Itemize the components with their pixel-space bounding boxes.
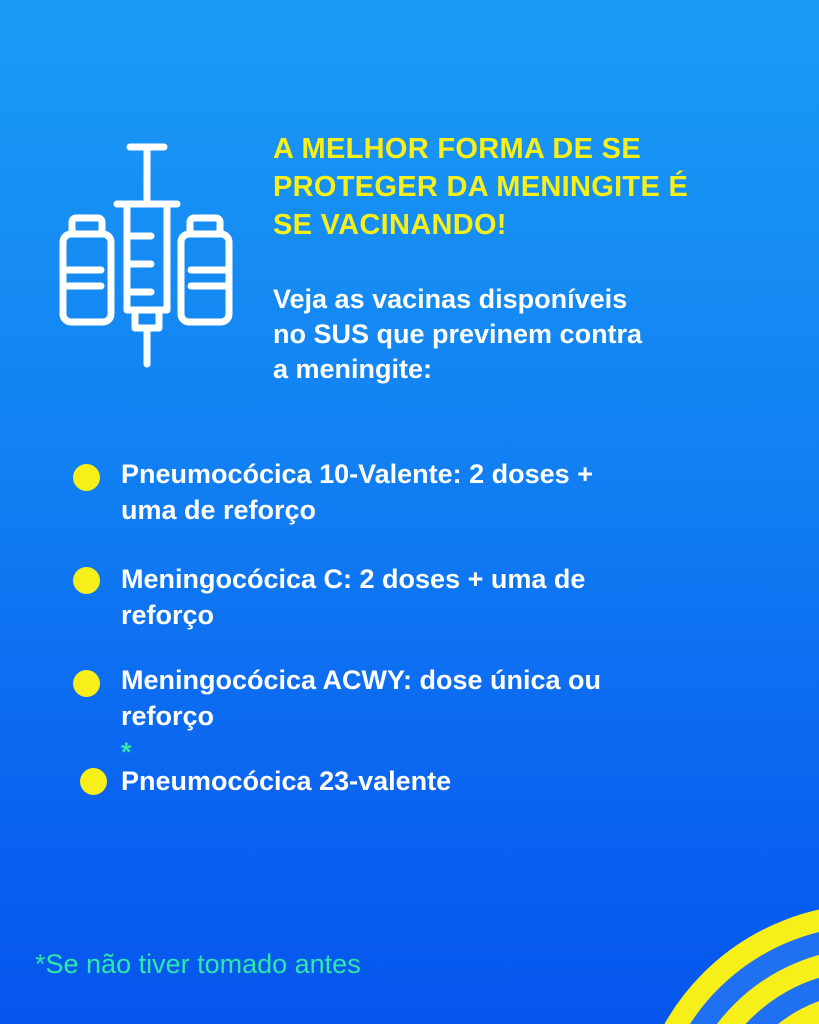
bullet-dot-icon	[73, 567, 100, 594]
bullet-dot-icon	[73, 670, 100, 697]
headline-line: PROTEGER DA MENINGITE É	[273, 171, 689, 203]
vaccine-text	[121, 763, 711, 799]
vaccine-line: reforço *	[121, 698, 711, 770]
vaccine-line: Pneumocócica 23-valente	[121, 766, 452, 796]
bullet-dot-icon	[80, 768, 107, 795]
vaccine-text	[121, 662, 711, 770]
vaccine-line: Meningocócica C: 2 doses + uma de	[121, 564, 586, 594]
vaccine-text	[121, 456, 711, 528]
vaccine-line: Meningocócica ACWY: dose única ou	[121, 665, 602, 695]
intro-line: a meningite:	[273, 354, 433, 384]
headline-line: SE VACINANDO!	[273, 209, 507, 241]
vaccine-line: uma de reforço	[121, 495, 317, 525]
vaccine-line: Pneumocócica 10-Valente: 2 doses +	[121, 459, 593, 489]
asterisk-mark: *	[121, 737, 132, 767]
vaccine-line: reforço	[121, 600, 215, 630]
bullet-dot-icon	[73, 464, 100, 491]
headline-line: A MELHOR FORMA DE SE	[273, 133, 641, 165]
syringe-and-vials-icon	[55, 138, 245, 378]
intro-line: Veja as vacinas disponíveis	[273, 284, 628, 314]
intro-line: no SUS que previnem contra	[273, 319, 643, 349]
footnote: *Se não tiver tomado antes	[35, 949, 361, 979]
headline	[273, 130, 793, 244]
intro-text	[273, 282, 793, 387]
vaccine-text	[121, 561, 711, 633]
